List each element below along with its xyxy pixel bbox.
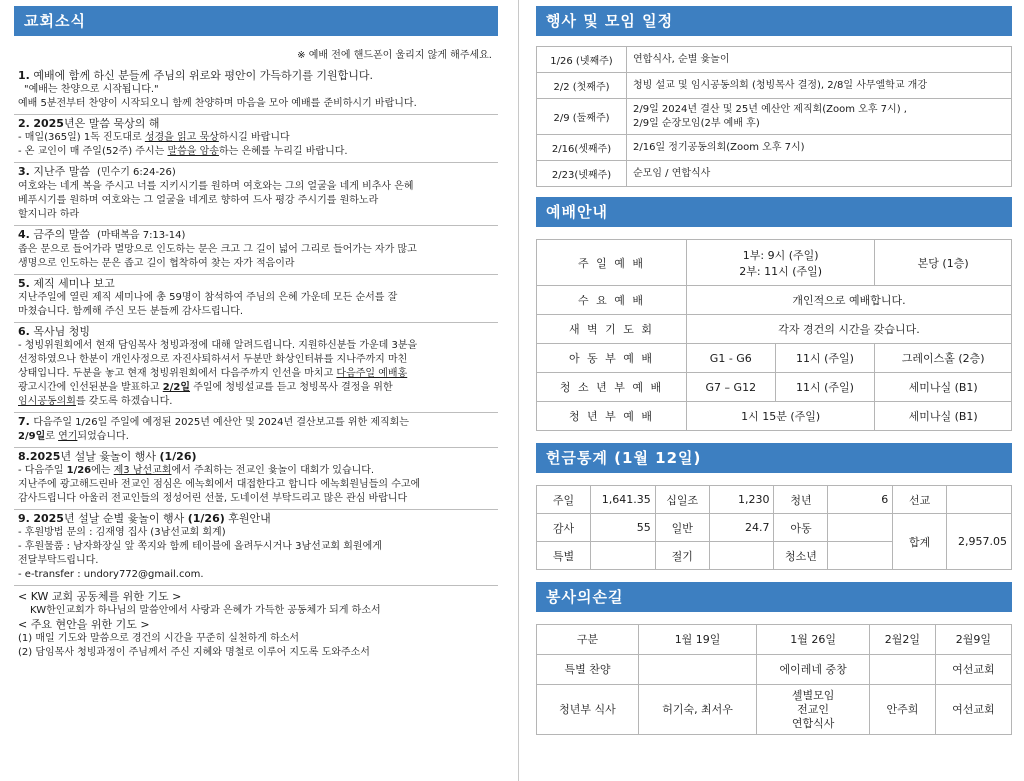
service-cell	[639, 655, 757, 685]
worship-table	[536, 239, 1012, 431]
schedule-desc: 청빙 설교 및 임시공동의회 (청빙목사 결정), 2/8일 사무엘학교 개강	[627, 73, 1012, 99]
table-row	[537, 240, 1012, 286]
main-prayer-line: (2) 담임목사 청빙과정이 주님께서 주신 지혜와 명철로 이루어 지도록 도와주소서	[18, 647, 370, 658]
worship-name: 수 요 예 배	[537, 286, 687, 315]
news-item-line: 예배 5분전부터 찬양이 시작되오니 함께 찬양하며 마음을 모아 예배를 준비하시기 바랍니다.	[18, 98, 417, 109]
table-row	[537, 135, 1012, 161]
service-col-header: 1월 26일	[757, 625, 870, 655]
news-item-line: - e-transfer : undory772@gmail.com.	[18, 569, 204, 580]
offering-label: 십일조	[655, 486, 709, 514]
offering-value	[590, 542, 655, 570]
kw-prayer-line: KW한인교회가 하나님의 말씀안에서 사랑과 은혜가 가득한 공동체가 되게 하소서	[30, 605, 381, 616]
worship-info: 각자 경건의 시간을 갖습니다.	[687, 315, 1012, 344]
table-row	[537, 73, 1012, 99]
table-row	[537, 161, 1012, 187]
scripture-line: 베푸시기를 원하며 여호와는 그 얼굴을 네게로 향하여 드사 평강 주시기를 원하노라	[18, 195, 379, 206]
scripture-ref: (민수기 6:24-26)	[96, 167, 176, 178]
news-item-6: 6. 목사님 청빙 - 청빙위원회에서 현재 담임목사 청빙과정에 대해 알려드립니다. 지원하신분들 가운데 3분을 선정하였으나 한분이 개인사정으로 자진사퇴하셔서 두분만 화상인터뷰를 지나주까지 마친 상태입니다. 두분을 놓고 현재 청빙위원회에서 다음주까지 인선을 마치고 다음주일 예배홍 광고시간에 인선된분을 발표하고 2/2일 주일에 청빙설교를 듣고 청빙목사 결정을 위한 임시공동의회를 갖도록 하겠습니다.	[14, 323, 498, 413]
table-row	[537, 344, 1012, 373]
worship-info: 개인적으로 예배합니다.	[687, 286, 1012, 315]
schedule-table	[536, 46, 1012, 187]
schedule-desc: 순모임 / 연합식사	[627, 161, 1012, 187]
worship-place: 세미나실 (B1)	[875, 373, 1012, 402]
offering-label: 아동	[774, 514, 828, 542]
offering-label: 합계	[893, 514, 947, 570]
news-item-line: 임시공동의회를 갖도록 하겠습니다.	[18, 396, 173, 407]
news-item-line: 선정하였으나 한분이 개인사정으로 자진사퇴하셔서 두분만 화상인터뷰를 지나주까지 마친	[18, 354, 408, 365]
news-item-line: 상태입니다. 두분을 놓고 현재 청빙위원회에서 다음주까지 인선을 마치고 다음주일 예배홍	[18, 368, 408, 379]
news-item-3: 3. 지난주 말씀 (민수기 6:24-26) 여호와는 네게 복을 주시고 너를 지키시기를 원하며 여호와는 그의 얼굴을 네게 비추사 은혜 베푸시기를 원하며 여호와는 그 얼굴을 네게로 향하여 드사 평강 주시기를 원하노라 할지니라 하라	[14, 163, 498, 226]
service-row-label: 청년부 식사	[537, 685, 639, 735]
table-row	[537, 655, 1012, 685]
church-news-column	[14, 6, 498, 660]
worship-name: 청 소 년 부 예 배	[537, 373, 687, 402]
table-row	[537, 514, 1012, 542]
news-item-line: 감사드립니다 아울러 전교인들의 정성어린 선물, 도네이션 부탁드리고 많은 관심 바랍니다	[18, 493, 408, 504]
worship-grade: G7 – G12	[687, 373, 776, 402]
table-row	[537, 373, 1012, 402]
table-row	[537, 286, 1012, 315]
news-item-8: 8.2025년 설날 윷놀이 행사 (1/26) - 다음주일 1/26에는 제3 남선교회에서 주최하는 전교인 윷놀이 대회가 있습니다. 지난주에 광고해드린바 전교인 점심은 에녹회에서 대접한다고 합니다 에녹회원님들의 수고에 감사드립니다 아울러 전교인들의 정성어린 선물, 도네이션 부탁드리고 많은 관심 바랍니다	[14, 448, 498, 510]
offering-value	[828, 542, 893, 570]
table-row	[537, 402, 1012, 431]
scripture-line: 여호와는 네게 복을 주시고 너를 지키시기를 원하며 여호와는 그의 얼굴을 네게 비추사 은혜	[18, 181, 414, 192]
schedule-date: 2/23(넷째주)	[537, 161, 627, 187]
offering-label: 청소년	[774, 542, 828, 570]
worship-name: 청 년 부 예 배	[537, 402, 687, 431]
news-item-title: 지난주 말씀	[33, 165, 90, 178]
service-col-header: 구분	[537, 625, 639, 655]
scripture-ref: (마태복음 7:13-14)	[96, 230, 186, 241]
news-item-title: 금주의 말씀	[33, 228, 90, 241]
service-col-header: 2월2일	[870, 625, 936, 655]
offering-value: 6	[828, 486, 893, 514]
offering-total: 2,957.05	[947, 514, 1012, 570]
news-item-title: 목사님 청빙	[33, 325, 90, 338]
offering-value	[947, 486, 1012, 514]
church-news-header: 교회소식	[14, 6, 498, 36]
kw-prayer-heading: < KW 교회 공동체를 위한 기도 >	[18, 590, 182, 603]
worship-name: 새 벽 기 도 회	[537, 315, 687, 344]
news-item-line: - 매일(365일) 1독 진도대로 성경을 읽고 묵상하시길 바랍니다	[18, 132, 290, 143]
worship-time: 11시 (주일)	[775, 373, 875, 402]
phone-notice: ※ 예배 전에 핸드폰이 울리지 않게 해주세요.	[297, 50, 492, 61]
news-item-line: - 청빙위원회에서 현재 담임목사 청빙과정에 대해 알려드립니다. 지원하신분들 가운데 3분을	[18, 340, 418, 351]
table-row	[537, 685, 1012, 735]
news-item-1: 1. 예배에 함께 하신 분들께 주님의 위로와 평안이 가득하기를 기원합니다. "예배는 찬양으로 시작됩니다." 예배 5분전부터 찬양이 시작되오니 함께 찬양하며 마음을 모아 예배를 준비하시기 바랍니다.	[14, 67, 498, 115]
news-item-title: 년은 말씀 묵상의 해	[63, 117, 160, 130]
news-item-title: 년 설날 윷놀이 행사	[60, 450, 156, 463]
offering-table	[536, 485, 1012, 570]
service-header: 봉사의손길	[536, 582, 1012, 612]
right-column	[536, 6, 1012, 735]
schedule-desc: 연합식사, 순별 윷놀이	[627, 47, 1012, 73]
news-item-line: - 다음주일 1/26에는 제3 남선교회에서 주최하는 전교인 윷놀이 대회가 있습니다.	[18, 465, 375, 476]
prayer-section	[14, 586, 498, 660]
news-item-4: 4. 금주의 말씀 (마태복음 7:13-14) 좁은 문으로 들어가라 멸망으로 인도하는 문은 크고 그 길이 넓어 그리로 들어가는 자가 많고 생명으로 인도하는 문은 좁고 길이 협착하여 찾는 자가 적음이라	[14, 226, 498, 275]
worship-place: 본당 (1층)	[875, 240, 1012, 286]
service-cell: 에이레네 중창	[757, 655, 870, 685]
worship-name: 아 동 부 예 배	[537, 344, 687, 373]
offering-value: 1,641.35	[590, 486, 655, 514]
offering-label: 특별	[537, 542, 591, 570]
offering-label: 감사	[537, 514, 591, 542]
service-cell: 여선교회	[935, 685, 1011, 735]
news-item-line: 2/9일로 연기되었습니다.	[18, 431, 129, 442]
service-cell: 여선교회	[935, 655, 1011, 685]
offering-label: 선교	[893, 486, 947, 514]
scripture-line: 좁은 문으로 들어가라 멸망으로 인도하는 문은 크고 그 길이 넓어 그리로 들어가는 자가 많고	[18, 244, 417, 255]
service-table	[536, 624, 1012, 735]
worship-grade: G1 - G6	[687, 344, 776, 373]
news-item-line: 광고시간에 인선된분을 발표하고 2/2일 주일에 청빙설교를 듣고 청빙목사 결정을 위한	[18, 382, 393, 393]
service-col-header: 2월9일	[935, 625, 1011, 655]
news-item-title: 제직 세미나 보고	[33, 277, 115, 290]
news-item-9: 9. 2025년 설날 순별 윷놀이 행사 (1/26) 후원안내 - 후원방법 문의 : 김재영 집사 (3남선교회 회계) - 후원물품 : 남자화장실 앞 쪽지와 함께 테이블에 올려두시거나 3남선교회 회원에게 전달부탁드립니다. - e-transfer : undory772@gmail.com.	[14, 510, 498, 586]
scripture-line: 생명으로 인도하는 문은 좁고 길이 협착하여 찾는 자가 적음이라	[18, 258, 295, 269]
news-item-line: 지난주에 광고해드린바 전교인 점심은 에녹회에서 대접한다고 합니다 에녹회원님들의 수고에	[18, 479, 421, 490]
scripture-line: 할지니라 하라	[18, 209, 80, 220]
service-col-header: 1월 19일	[639, 625, 757, 655]
news-item-2: 2. 2025년은 말씀 묵상의 해 - 매일(365일) 1독 진도대로 성경을 읽고 묵상하시길 바랍니다 - 온 교인이 매 주일(52주) 주시는 말씀을 암송하는 은혜를 누리길 바랍니다.	[14, 115, 498, 163]
news-item-line: - 온 교인이 매 주일(52주) 주시는 말씀을 암송하는 은혜를 누리길 바랍니다.	[18, 146, 348, 157]
schedule-date: 2/2 (첫째주)	[537, 73, 627, 99]
offering-header: 헌금통계 (1월 12일)	[536, 443, 1012, 473]
service-cell: 허기숙, 최서우	[639, 685, 757, 735]
schedule-header: 행사 및 모임 일정	[536, 6, 1012, 36]
offering-value	[709, 542, 774, 570]
table-row	[537, 99, 1012, 135]
schedule-date: 2/16(셋째주)	[537, 135, 627, 161]
main-prayer-heading: < 주요 현안을 위한 기도 >	[18, 618, 150, 631]
schedule-date: 2/9 (둘째주)	[537, 99, 627, 135]
worship-header: 예배안내	[536, 197, 1012, 227]
offering-value	[828, 514, 893, 542]
table-row	[537, 486, 1012, 514]
news-item-line: - 후원방법 문의 : 김재영 집사 (3남선교회 회계)	[18, 527, 226, 538]
worship-time: 1시 15분 (주일)	[687, 402, 875, 431]
service-cell	[870, 655, 936, 685]
news-item-title: 년 설날 순별 윷놀이 행사	[63, 512, 185, 525]
service-cell: 안주희	[870, 685, 936, 735]
worship-time: 1부: 9시 (주일) 2부: 11시 (주일)	[687, 240, 875, 286]
offering-label: 청년	[774, 486, 828, 514]
service-cell: 셀별모임 전교인 연합식사	[757, 685, 870, 735]
table-row	[537, 625, 1012, 655]
schedule-date: 1/26 (넷째주)	[537, 47, 627, 73]
news-item-7: 7. 다음주일 1/26일 주일에 예정된 2025년 예산안 및 2024년 결산보고를 위한 제직회는 2/9일로 연기되었습니다.	[14, 413, 498, 448]
news-item-line: - 후원물품 : 남자화장실 앞 쪽지와 함께 테이블에 올려두시거나 3남선교회 회원에게	[18, 541, 382, 552]
worship-time: 11시 (주일)	[775, 344, 875, 373]
table-row	[537, 315, 1012, 344]
offering-value: 24.7	[709, 514, 774, 542]
offering-value: 1,230	[709, 486, 774, 514]
news-item-line: 마쳤습니다. 함께해 주신 모든 분들께 감사드립니다.	[18, 306, 244, 317]
schedule-desc: 2/9일 2024년 결산 및 25년 예산안 제직회(Zoom 오후 7시) , 2/9일 순장모임(2부 예배 후)	[627, 99, 1012, 135]
news-item-line: "예배는 찬양으로 시작됩니다."	[24, 84, 159, 95]
news-item-line: 다음주일 1/26일 주일에 예정된 2025년 예산안 및 2024년 결산보고를 위한 제직회는	[33, 417, 409, 428]
schedule-desc: 2/16일 정기공동의회(Zoom 오후 7시)	[627, 135, 1012, 161]
news-item-5: 5. 제직 세미나 보고 지난주일에 열린 제직 세미나에 총 59명이 참석하여 주님의 은혜 가운데 모든 순서를 잘 마쳤습니다. 함께해 주신 모든 분들께 감사드립니다.	[14, 275, 498, 323]
worship-name: 주 일 예 배	[537, 240, 687, 286]
column-divider	[518, 0, 519, 781]
offering-label: 주일	[537, 486, 591, 514]
main-prayer-line: (1) 매일 기도와 말씀으로 경건의 시간을 꾸준히 실천하게 하소서	[18, 633, 300, 644]
service-row-label: 특별 찬양	[537, 655, 639, 685]
news-item-title: 예배에 함께 하신 분들께 주님의 위로와 평안이 가득하기를 기원합니다.	[33, 69, 373, 82]
offering-value: 55	[590, 514, 655, 542]
offering-label: 절기	[655, 542, 709, 570]
news-item-line: 전달부탁드립니다.	[18, 555, 99, 566]
news-item-line: 지난주일에 열린 제직 세미나에 총 59명이 참석하여 주님의 은혜 가운데 모든 순서를 잘	[18, 292, 398, 303]
table-row	[537, 47, 1012, 73]
worship-place: 그레이스홀 (2층)	[875, 344, 1012, 373]
worship-place: 세미나실 (B1)	[875, 402, 1012, 431]
offering-label: 일반	[655, 514, 709, 542]
